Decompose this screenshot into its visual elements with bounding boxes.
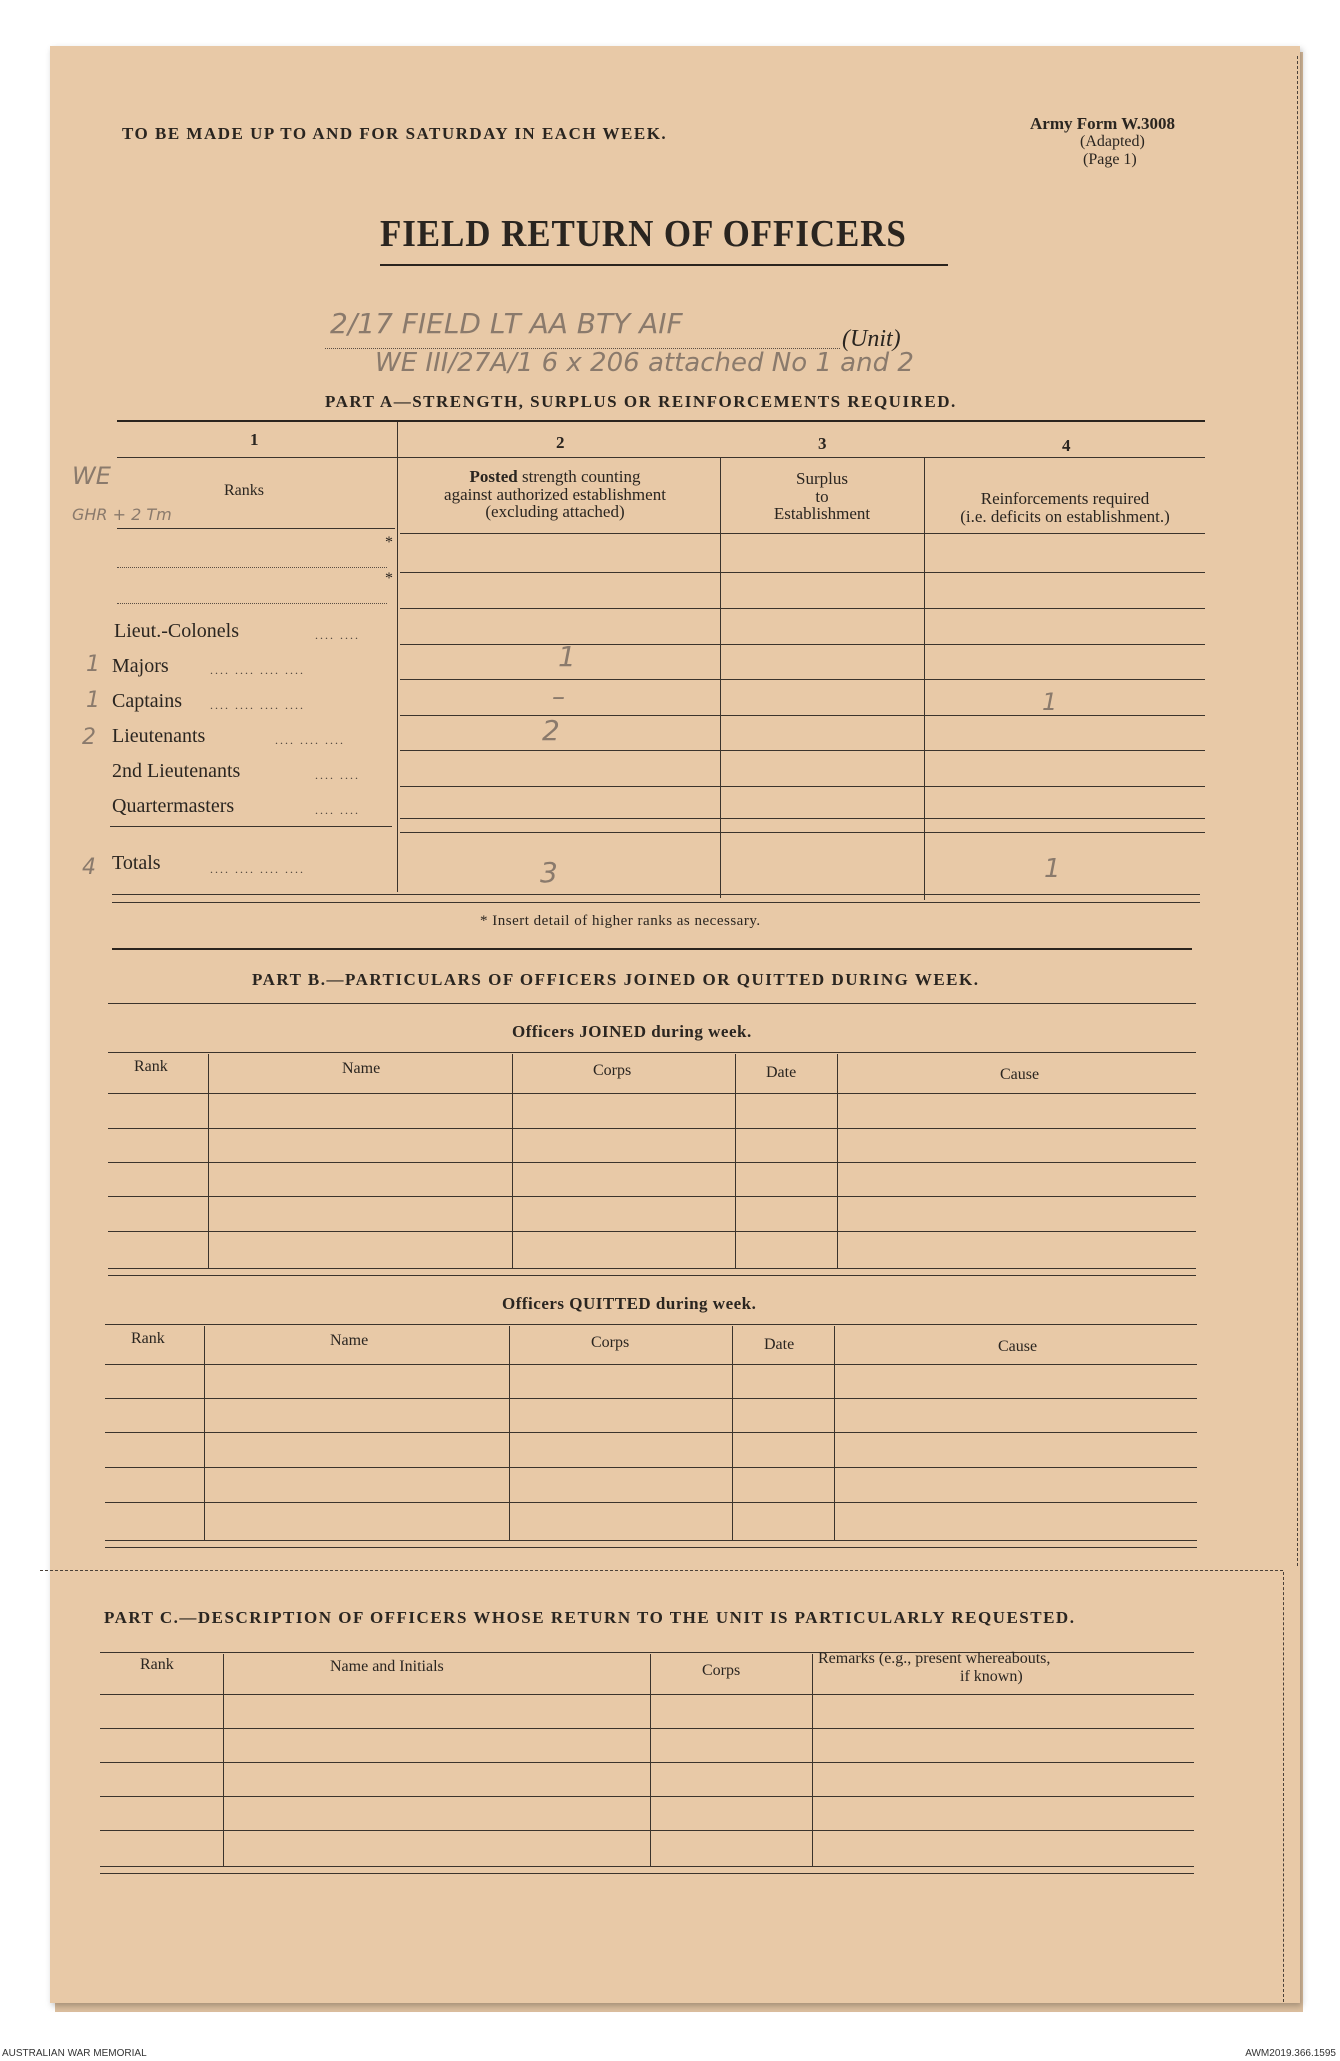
joined-title: Officers JOINED during week. [512,1022,752,1041]
leader-dots: .... .... [315,768,360,782]
quitted-row-rule [105,1398,1197,1399]
joined-top-rule [108,1052,1196,1053]
col-1-number: 1 [250,430,259,449]
quitted-col-corps: Corps [591,1334,630,1351]
part-c-col-corps: Corps [702,1662,741,1679]
hand-ghr: GHR + 2 Tm [72,505,172,524]
part-c-row-rule [100,1796,1194,1797]
row-rule-6 [400,750,1205,751]
part-c-header-rule [100,1694,1194,1695]
part-c-col-name: Name and Initials [330,1658,444,1675]
col-4-header-line1: Reinforcements required [980,489,1150,508]
part-a-top-rule [117,420,1205,422]
part-c-divider-1 [223,1654,224,1866]
joined-bottom-rule-2 [108,1275,1196,1276]
col-4-number: 4 [1062,436,1071,455]
part-c-row-rule [100,1762,1194,1763]
perforation-line [40,1570,1283,1571]
quitted-col-rank: Rank [131,1330,165,1347]
joined-divider-2 [512,1054,513,1268]
row-rule-8 [400,818,1205,819]
hand-totals-posted: 3 [540,856,558,889]
leader-dots: .... .... .... .... [210,663,305,677]
part-c-bottom-rule [100,1866,1194,1867]
col-1-header: Ranks [224,482,264,499]
col-2-number: 2 [556,433,565,452]
quitted-divider-1 [204,1326,205,1540]
quitted-title: Officers QUITTED during week. [502,1294,757,1313]
page-title: FIELD RETURN OF OFFICERS [380,213,907,255]
part-b-title-rule [108,1003,1196,1004]
hand-lieut-posted: 2 [542,714,560,747]
quitted-col-date: Date [764,1336,795,1353]
star-2: * [385,570,393,587]
part-a-title: PART A—STRENGTH, SURPLUS OR REINFORCEMENTS REQUIRED. [325,392,957,411]
hand-lieut-left: 2 [82,725,96,750]
quitted-bottom-rule [105,1540,1197,1541]
part-a-bottom-rule [112,894,1200,895]
instruction-text: TO BE MADE UP TO AND FOR SATURDAY IN EACH WEEK. [122,124,668,143]
hand-we: WE [72,462,111,490]
col-2-header [400,468,710,486]
quitted-divider-3 [732,1326,733,1540]
row-rule-5 [400,715,1205,716]
unit-handwriting: 2/17 FIELD LT AA BTY AIF [330,307,683,340]
unit-handwriting-2: WE III/27A/1 6 x 206 attached No 1 and 2 [375,348,914,378]
joined-divider-3 [735,1054,736,1268]
form-number: Army Form W.3008 [1030,114,1175,133]
rank-quartermasters: Quartermasters [112,795,235,817]
leader-dots: .... .... [315,628,360,642]
joined-divider-1 [208,1054,209,1268]
part-c-bottom-rule-2 [100,1873,1194,1874]
col-divider-1 [397,422,398,892]
rank-majors: Majors [112,655,169,677]
row-rule-1 [400,572,1205,573]
perforation-vertical-right [1297,56,1298,1566]
joined-row-rule [108,1162,1196,1163]
footer-right: AWM2019.366.1595 [1245,2048,1336,2059]
rank-captains: Captains [112,690,182,712]
perforation-vertical [1283,1572,1284,2002]
quitted-divider-2 [509,1326,510,1540]
col-4-header-line2: (i.e. deficits on establishment.) [960,507,1170,526]
quitted-col-cause: Cause [998,1338,1038,1355]
part-a-bottom-rule-2 [112,902,1200,903]
leader-dots: .... .... .... .... [210,698,305,712]
joined-row-rule [108,1196,1196,1197]
part-c-row-rule [100,1830,1194,1831]
joined-col-rank: Rank [134,1058,168,1075]
part-c-divider-3 [812,1654,813,1866]
joined-col-cause: Cause [1000,1066,1040,1083]
col-2-header-line3: (excluding attached) [485,502,625,521]
col-2-header-line2: against authorized establishment [444,485,666,504]
row-rule-3 [400,644,1205,645]
part-c-divider-2 [650,1654,651,1866]
part-c-title: PART C.—DESCRIPTION OF OFFICERS WHOSE RETURN TO THE UNIT IS PARTICULARLY REQUESTED. [104,1608,1076,1627]
col-3-header-line2: to [815,487,829,506]
hand-totals-reinf: 1 [1044,854,1061,884]
col-2-header-rest: strength counting [517,467,641,486]
ranks-header-rule [117,528,395,529]
totals-label: Totals [112,852,161,874]
hand-majors-posted: 1 [558,640,576,673]
totals-top-rule [400,832,1205,833]
col-2-header-bold: Posted [469,467,518,486]
joined-divider-4 [837,1054,838,1268]
joined-col-name: Name [342,1060,381,1077]
joined-col-date: Date [766,1064,797,1081]
part-b-title: PART B.—PARTICULARS OF OFFICERS JOINED OR QUITTED DURING WEEK. [252,970,980,989]
joined-row-rule [108,1128,1196,1129]
footnote: * Insert detail of higher ranks as necessary. [480,913,761,929]
extra-rank-line-2 [117,603,387,604]
unit-label: (Unit) [842,326,901,352]
hand-captains-reinf: 1 [1042,688,1058,716]
quitted-header-rule [105,1364,1197,1365]
part-c-remarks-2: if known) [960,1668,1023,1685]
joined-row-rule [108,1231,1196,1232]
part-c-col-rank: Rank [140,1656,174,1673]
row-rule-4 [400,679,1205,680]
leader-dots: .... .... .... .... [210,862,305,876]
row-rule-2 [400,608,1205,609]
rank-lieutenants: Lieutenants [112,725,206,747]
quitted-divider-4 [834,1326,835,1540]
col-3-header-line1: Surplus [796,469,848,488]
hand-majors-left: 1 [86,652,100,677]
part-c-remarks-1: Remarks (e.g., present whereabouts, [818,1650,1051,1667]
quitted-col-name: Name [330,1332,369,1349]
quitted-bottom-rule-2 [105,1547,1197,1548]
row-rule-7 [400,786,1205,787]
quitted-row-rule [105,1432,1197,1433]
totals-top-rule-left [110,826,392,827]
star-1: * [385,534,393,551]
hand-captains-left: 1 [86,688,100,713]
col-number-rule [117,457,1205,458]
col-3-number: 3 [818,434,827,453]
title-underline [380,264,948,266]
extra-rank-line-1 [117,567,387,568]
joined-col-corps: Corps [593,1062,632,1079]
joined-header-rule [108,1093,1196,1094]
hand-totals-left: 4 [82,855,96,880]
quitted-top-rule [105,1324,1197,1325]
form-page: (Page 1) [1083,151,1137,168]
col-3-header-line3: Establishment [773,504,871,523]
header-bottom-rule [400,533,1205,534]
rank-lieut-colonels: Lieut.-Colonels [114,620,239,642]
part-c-row-rule [100,1728,1194,1729]
leader-dots: .... .... .... [275,733,345,747]
form-adapted: (Adapted) [1080,133,1145,150]
footer-left: AUSTRALIAN WAR MEMORIAL [2,2048,147,2059]
quitted-row-rule [105,1467,1197,1468]
rank-2nd-lieutenants: 2nd Lieutenants [112,760,241,782]
hand-captains-posted: – [552,682,565,712]
part-a-end-rule [112,948,1192,950]
leader-dots: .... .... [315,803,360,817]
joined-bottom-rule [108,1268,1196,1269]
quitted-row-rule [105,1502,1197,1503]
